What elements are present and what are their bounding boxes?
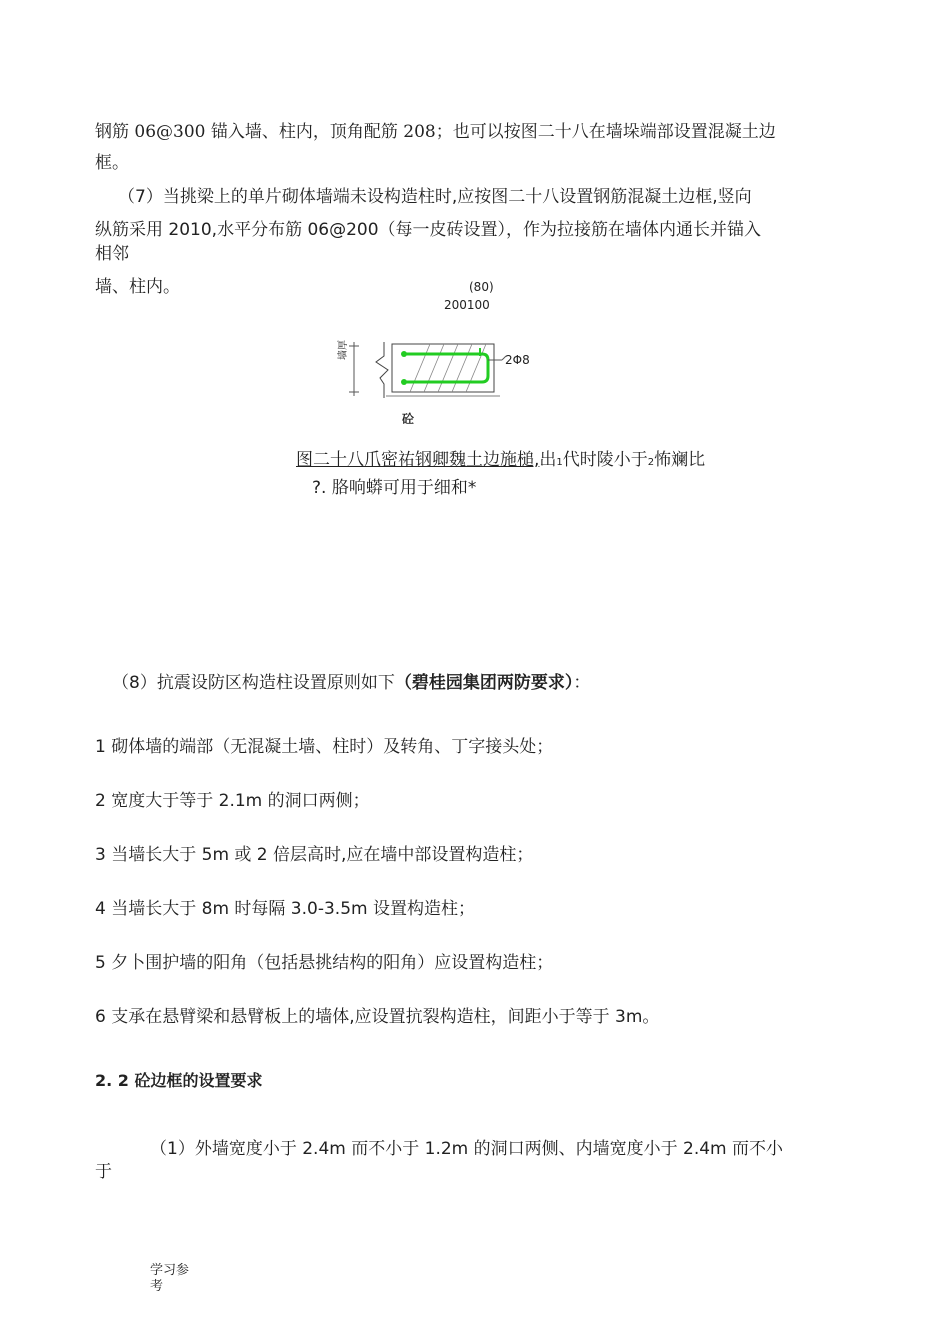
caption-text: 代时陵小于 bbox=[562, 450, 648, 470]
paragraph-line: 墙、柱内。 bbox=[95, 277, 180, 297]
list-item: 3 当墙长大于 5m 或 2 倍层高时,应在墙中部设置构造柱； bbox=[95, 845, 534, 865]
caption-text: 1 bbox=[556, 457, 563, 468]
paragraph-line: 框。 bbox=[95, 153, 129, 173]
paragraph-line: 钢筋 06@300 锚入墙、柱内，顶角配筋 208；也可以按图二十八在墙垛端部设置混凝土边 bbox=[95, 122, 776, 142]
list-item: 1 砌体墙的端部（无混凝土墙、柱时）及转角、丁字接头处； bbox=[95, 737, 554, 757]
paragraph-line: 于 bbox=[95, 1162, 112, 1182]
paragraph-line: 纵筋采用 2010,水平分布筋 06@200（每一皮砖设置），作为拉接筋在墙体内通长并锚入 bbox=[95, 220, 762, 240]
wall-thickness-label: 墙厚 bbox=[338, 340, 349, 360]
list-item: 2 宽度大于等于 2.1m 的洞口两侧； bbox=[95, 791, 370, 811]
section-intro-emphasis: （碧桂园集团两防要求） bbox=[394, 673, 574, 693]
caption-title: 图二十八爪密祐钢卿魏土边施槌, bbox=[296, 450, 540, 470]
footer-text: 学习参 bbox=[150, 1263, 190, 1278]
section-intro-text: ： bbox=[573, 673, 591, 693]
section-intro-text: （8）抗震设防区构造柱设置原则如下 bbox=[112, 673, 395, 693]
rebar-frame-diagram bbox=[330, 336, 540, 428]
paragraph-line: （7）当挑梁上的单片砌体墙端未设构造柱时,应按图二十八设置钢筋混凝土边框,竖向 bbox=[118, 187, 752, 207]
figure-dimension-label: (80) bbox=[469, 280, 494, 294]
caption-text: 出 bbox=[539, 450, 557, 470]
section-intro bbox=[112, 672, 590, 694]
paragraph-line: 相邻 bbox=[95, 244, 129, 264]
figure-bottom-label: 砼 bbox=[402, 412, 415, 426]
list-item: 6 支承在悬臂梁和悬臂板上的墙体,应设置抗裂构造柱，间距小于等于 3m。 bbox=[95, 1007, 660, 1027]
list-item: 5 夕卜围护墙的阳角（包括悬挑结构的阳角）应设置构造柱； bbox=[95, 953, 554, 973]
section-heading: 2. 2 砼边框的设置要求 bbox=[95, 1071, 263, 1090]
figure-caption bbox=[296, 449, 705, 474]
caption-text: 2 bbox=[647, 457, 655, 468]
caption-text: 怖斓比 bbox=[654, 450, 706, 470]
paragraph-line: （1）外墙宽度小于 2.4m 而不小于 1.2m 的洞口两侧、内墙宽度小于 2.4m 而不小 bbox=[150, 1139, 784, 1159]
rebar-label: 2Φ8 bbox=[505, 353, 530, 367]
figure-dimension-label: 200100 bbox=[444, 298, 490, 312]
list-item: 4 当墙长大于 8m 时每隔 3.0-3.5m 设置构造柱； bbox=[95, 899, 475, 919]
figure-caption-line2: ?. 胳响蟒可用于细和* bbox=[312, 478, 477, 498]
footer-text: 考 bbox=[150, 1279, 164, 1294]
